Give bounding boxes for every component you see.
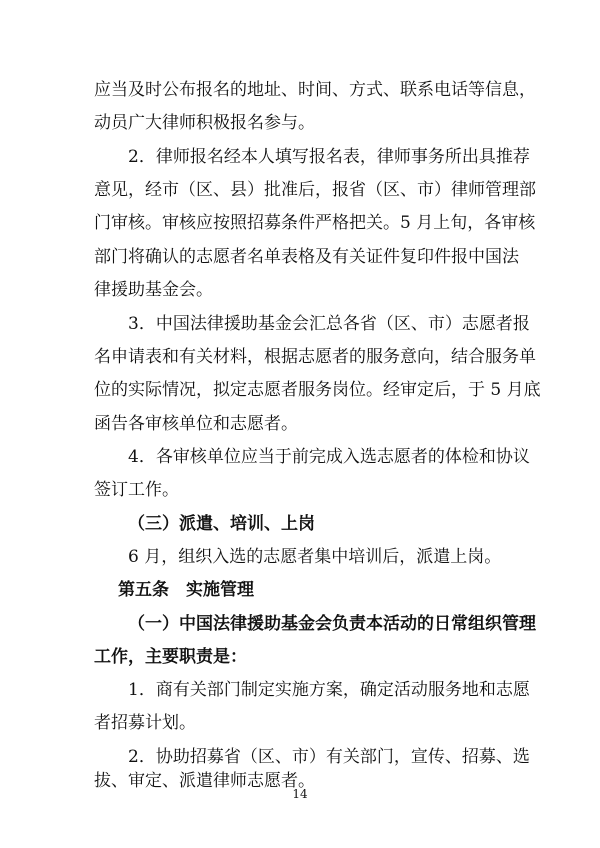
text-line-1: 应当及时公布报名的地址、时间、方式、联系电话等信息， <box>94 80 536 100</box>
text-line-5: 门审核。审核应按照招募条件严格把关。5 月上旬，各审核 <box>94 213 536 233</box>
text-line-10: 位的实际情况，拟定志愿者服务岗位。经审定后，于 5 月底 <box>94 380 541 400</box>
text-line-22: 拔、审定、派遣律师志愿者。 <box>94 771 315 791</box>
text-line-6: 部门将确认的志愿者名单表格及有关证件复印件报中国法 <box>94 247 519 267</box>
text-line-3: 2．律师报名经本人填写报名表，律师事务所出具推荐 <box>128 147 530 167</box>
text-line-7: 律援助基金会。 <box>94 280 213 300</box>
text-line-4: 意见，经市（区、县）批准后，报省（区、市）律师管理部 <box>94 180 536 200</box>
section-heading-3: （三）派遣、培训、上岗 <box>128 514 315 534</box>
text-line-9: 名申请表和有关材料，根据志愿者的服务意向，结合服务单 <box>94 347 536 367</box>
text-line-21: 2．协助招募省（区、市）有关部门，宣传、招募、选 <box>128 747 530 767</box>
text-line-12: 4．各审核单位应当于前完成入选志愿者的体检和协议 <box>128 447 530 467</box>
text-line-15: 6 月，组织入选的志愿者集中培训后，派遣上岗。 <box>128 547 502 567</box>
text-line-20: 者招募计划。 <box>94 713 196 733</box>
text-line-19: 1．商有关部门制定实施方案，确定活动服务地和志愿 <box>128 680 530 700</box>
section-heading-1: （一）中国法律援助基金会负责本活动的日常组织管理 <box>128 614 536 634</box>
text-line-13: 签订工作。 <box>94 480 179 500</box>
text-line-8: 3．中国法律援助基金会汇总各省（区、市）志愿者报 <box>128 314 530 334</box>
text-line-2: 动员广大律师积极报名参与。 <box>94 113 315 133</box>
text-line-11: 函告各审核单位和志愿者。 <box>94 414 298 434</box>
article-heading-5: 第五条 实施管理 <box>118 580 254 600</box>
text-line-18: 工作，主要职责是： <box>94 647 247 667</box>
page-number: 14 <box>292 787 308 801</box>
